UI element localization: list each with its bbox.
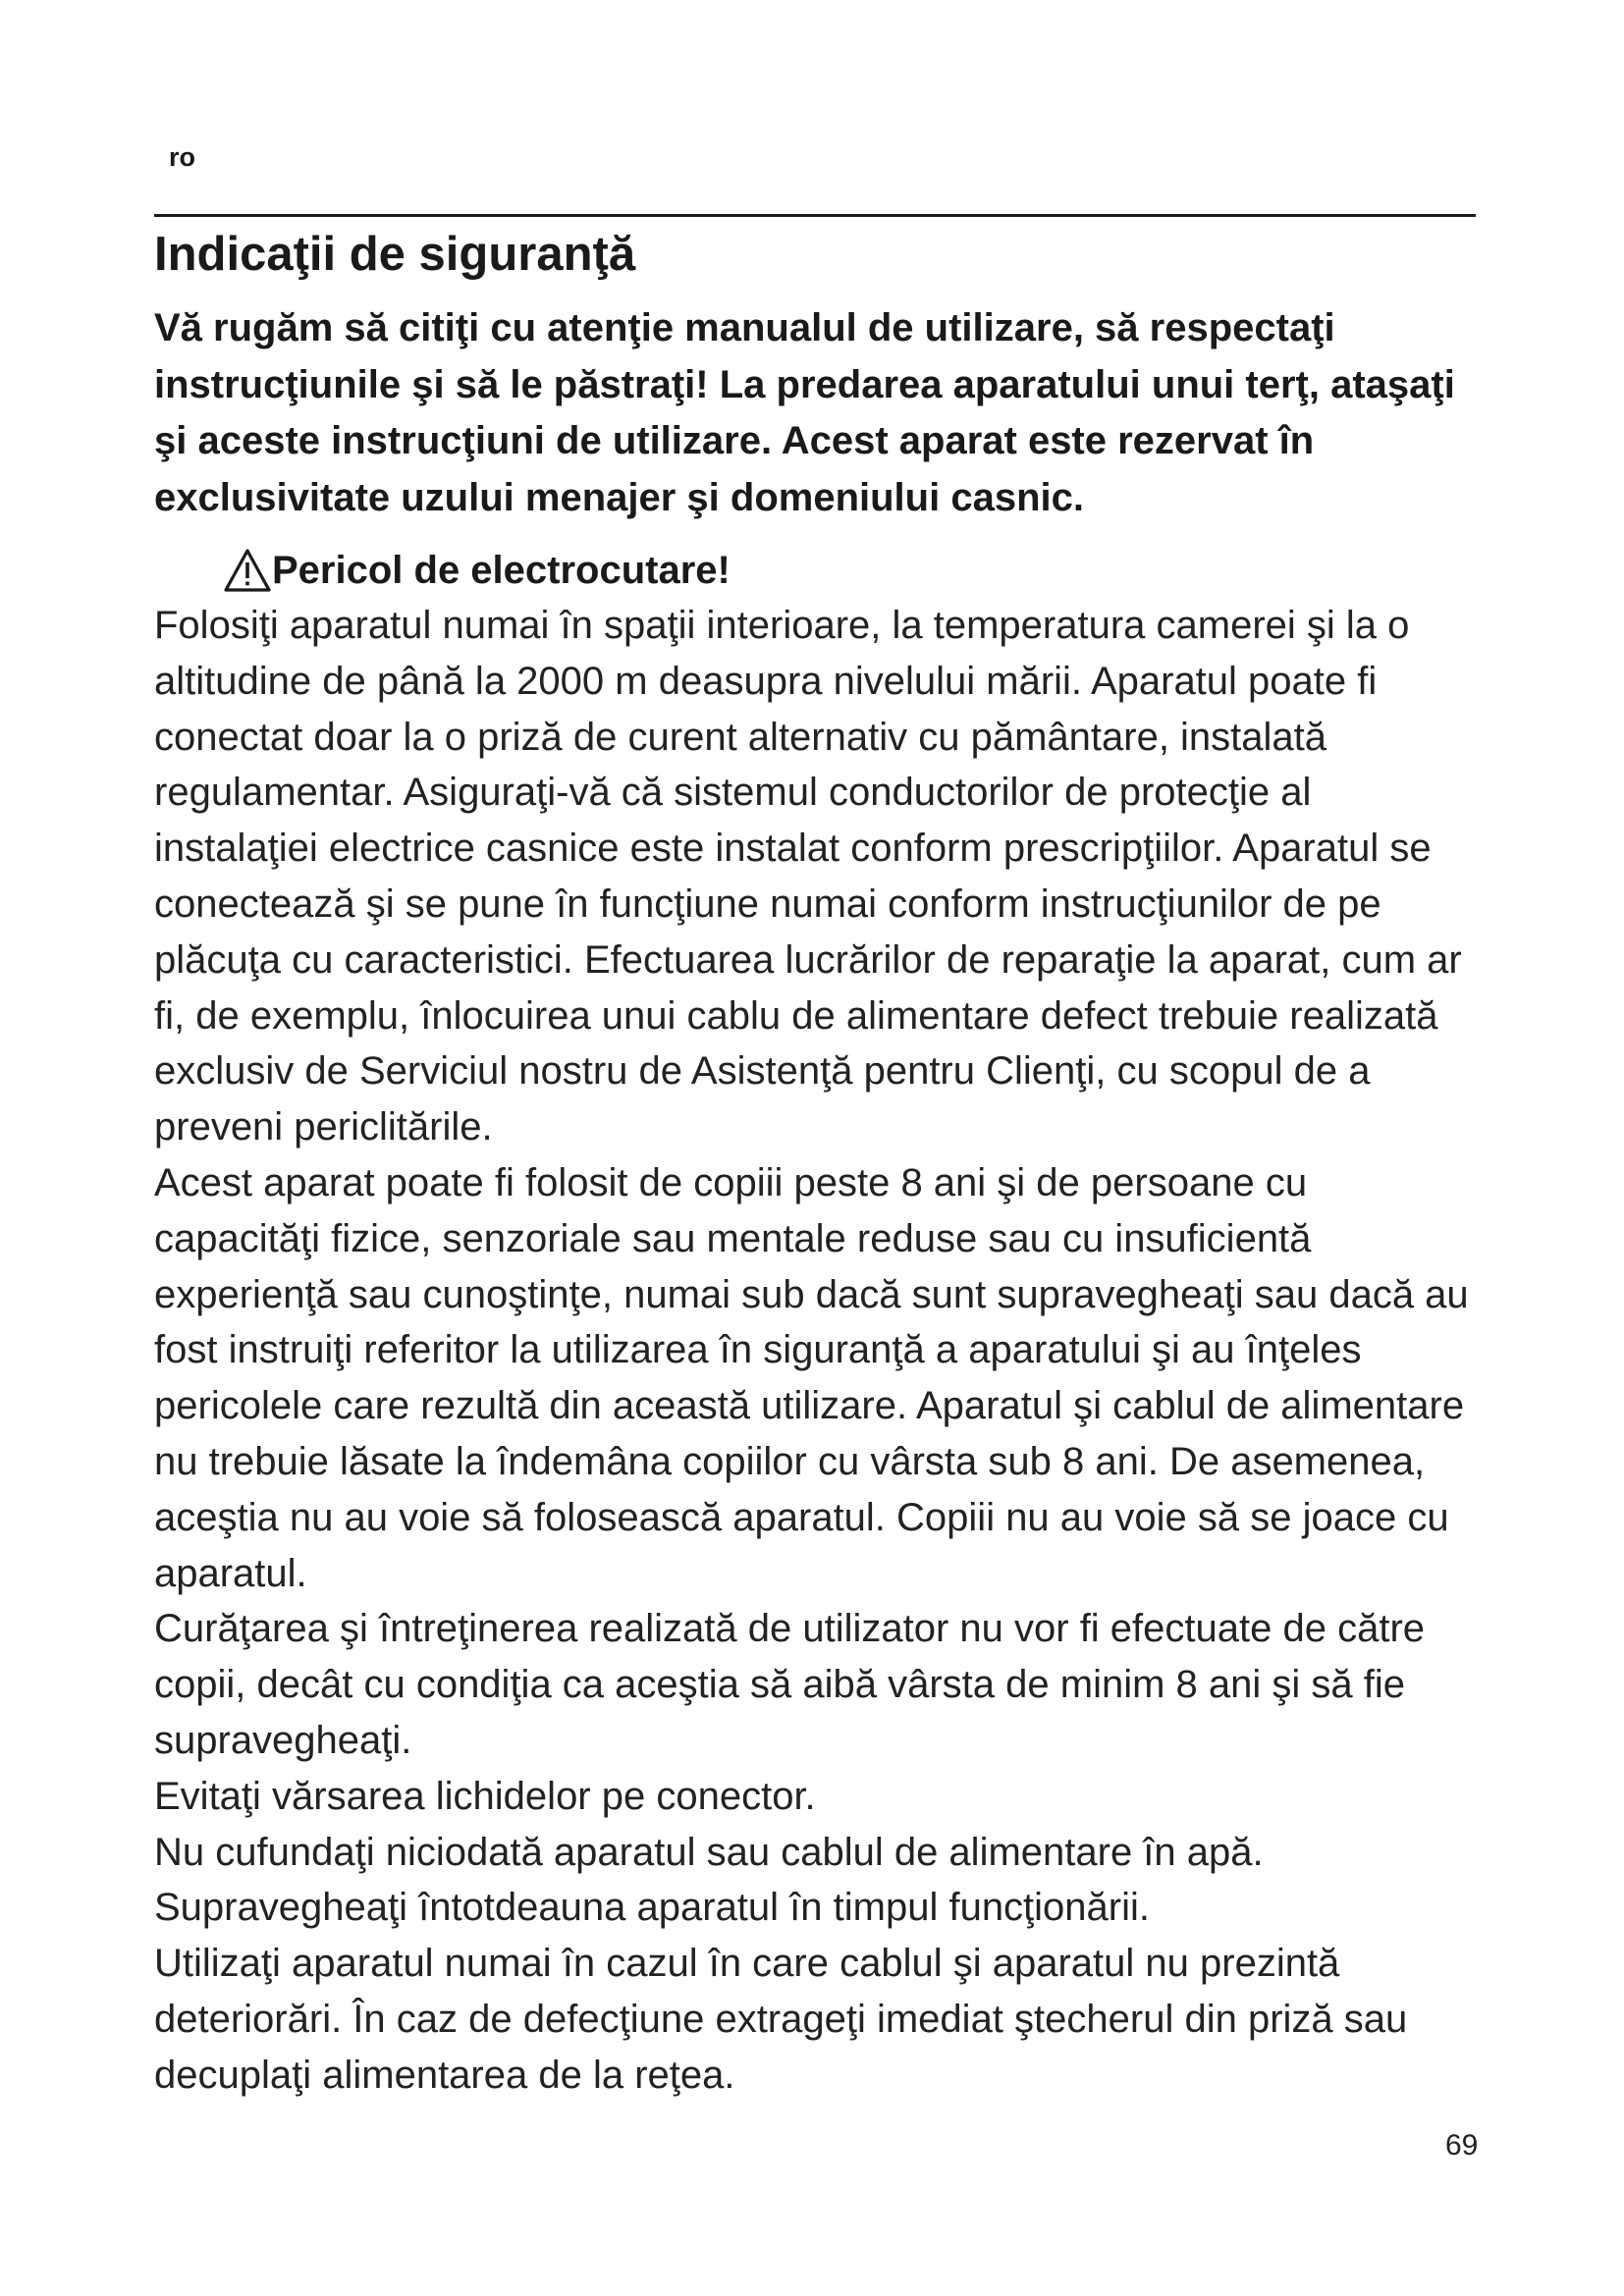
- language-tag: ro: [169, 142, 195, 172]
- safety-paragraph: Acest aparat poate fi folosit de copiii peste 8 ani şi de persoane cu capacităţi fizice, senzoriale sau mentale reduse sau cu insuficientă experienţă sau cunoştinţe, numai sub dacă sunt supravegheaţi sau dacă au fost instruiţi referitor la utilizarea în siguranţă a aparatului şi au înţeles pericolele care rezultă din această utilizare. Aparatul şi cablul de alimentare nu trebuie lăsate la îndemâna copiilor cu vârsta sub 8 ani. De asemenea, aceştia nu au voie să folosească aparatul. Copiii nu au voie să se joace cu aparatul.: [154, 1160, 1469, 1595]
- safety-paragraph: Nu cufundaţi niciodată aparatul sau cablul de alimentare în apă.: [154, 1830, 1264, 1874]
- section-content: [154, 300, 1480, 2104]
- safety-paragraph: Supravegheaţi întotdeauna aparatul în timpul funcţionării.: [154, 1886, 1151, 1930]
- safety-paragraph: Utilizaţi aparatul numai în cazul în care cablul şi aparatul nu prezintă deteriorări. În caz de defecţiune extrageţi imediat ştecherul din priză sau decuplaţi alimentarea de la reţea.: [154, 1942, 1408, 2097]
- warning-heading-text: Pericol de electrocutare!: [272, 549, 731, 592]
- safety-paragraph: Evitaţi vărsarea lichidelor pe conector.: [154, 1774, 816, 1818]
- section-title: Indicaţii de siguranţă: [154, 228, 636, 281]
- safety-paragraph: Folosiţi aparatul numai în spaţii interioare, la temperatura camerei şi la o altitudine de până la 2000 m deasupra nivelului mării. Aparatul poate fi conectat doar la o priză de curent alternativ cu pământare, instalată regulamentar. Asiguraţi-vă că sistemul conductorilor de protecţie al instalaţiei electrice casnice este instalat conform prescripţiilor. Aparatul se conectează şi se pune în funcţiune numai conform instrucţiunilor de pe plăcuţa cu caracteristici. Efectuarea lucrărilor de reparaţie la aparat, cum ar fi, de exemplu, înlocuirea unui cablu de alimentare defect trebuie realizată exclusiv de Serviciul nostru de Asistenţă pentru Clienţi, cu scopul de a preveni periclitările.: [154, 604, 1462, 1149]
- header-divider: [154, 214, 1476, 217]
- warning-triangle-icon: [223, 548, 272, 593]
- intro-notice: Vă rugăm să citiţi cu atenţie manualul de utilizare, să respectaţi instrucţiunile şi să le păstraţi! La predarea aparatului unui terţ, ataşaţi şi aceste instrucţiuni de utilizare. Acest aparat este rezervat în exclusivitate uzului menajer şi domeniului casnic.: [154, 306, 1455, 519]
- warning-heading: [154, 543, 1480, 598]
- page-number: 69: [1445, 2129, 1479, 2162]
- safety-paragraph: Curăţarea şi întreţinerea realizată de utilizator nu vor fi efectuate de către copii, decât cu condiţia ca aceştia să aibă vârsta de minim 8 ani şi să fie supravegheaţi.: [154, 1607, 1426, 1762]
